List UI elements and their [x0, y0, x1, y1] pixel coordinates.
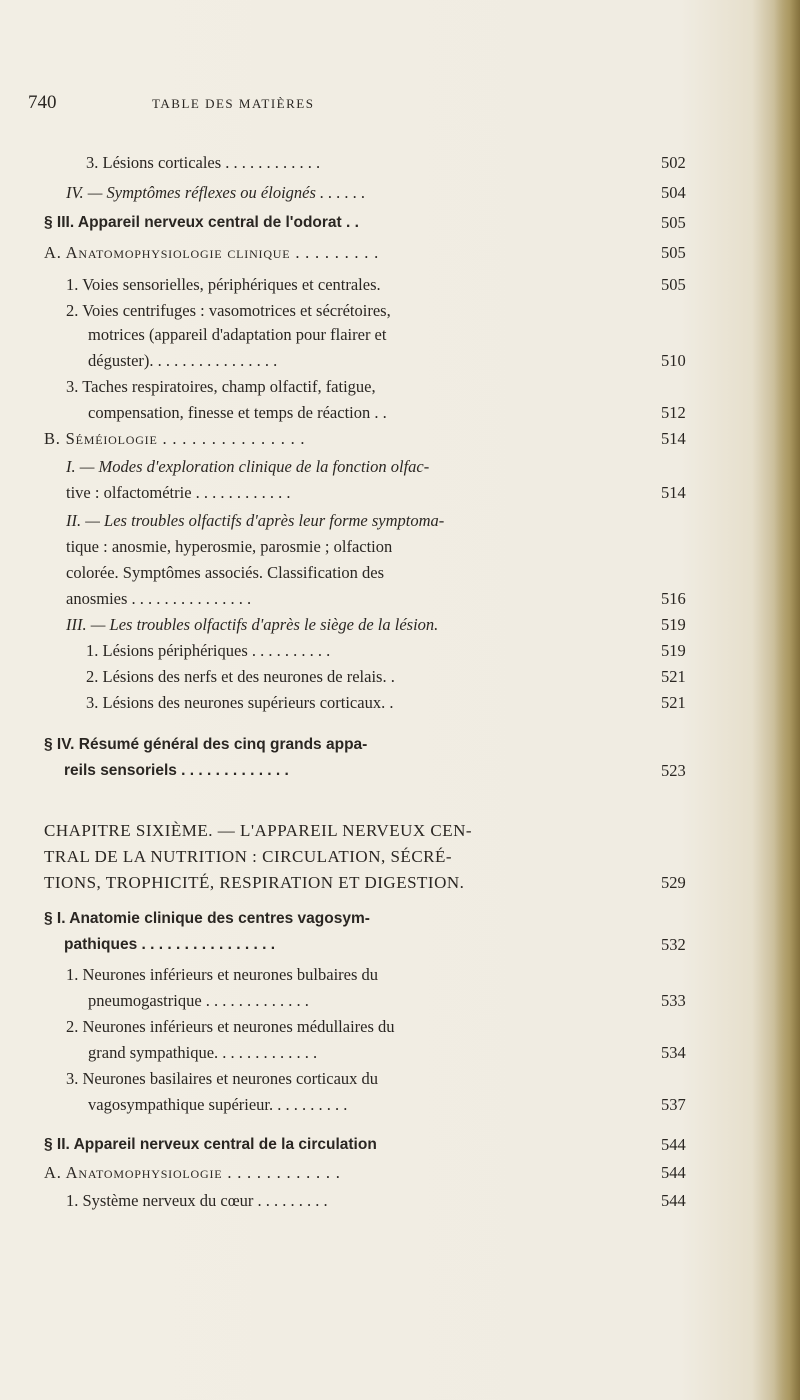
toc-entry-text: CHAPITRE SIXIÈME. — L'APPAREIL NERVEUX CEN-: [44, 821, 473, 840]
toc-entry-text: grand sympathique. . . . . . . . . . . . .: [88, 1043, 318, 1062]
toc-entry-text: colorée. Symptômes associés. Classification des: [66, 563, 385, 582]
toc-entry-text: III. — Les troubles olfactifs d'après le siège de la lésion.: [66, 615, 439, 634]
toc-entry-text: TIONS, TROPHICITÉ, RESPIRATION ET DIGESTION.: [44, 873, 465, 892]
toc-entry-text: I. — Modes d'exploration clinique de la fonction olfac-: [66, 457, 430, 476]
toc-entry-text: anosmies . . . . . . . . . . . . . . .: [66, 589, 252, 608]
toc-entry-page: 502: [661, 153, 686, 172]
toc-entry-text: § III. Appareil nerveux central de l'odorat . .: [44, 214, 359, 231]
toc-entry-text: § IV. Résumé général des cinq grands appa-: [44, 736, 368, 753]
toc-entry-page: 544: [661, 1135, 686, 1154]
toc-entry-text: 3. Taches respiratoires, champ olfactif, fatigue,: [66, 377, 376, 396]
toc-entry-text: pneumogastrique . . . . . . . . . . . . .: [88, 991, 309, 1010]
toc-entry-page: 534: [661, 1043, 686, 1062]
toc-entry-page: 544: [661, 1163, 686, 1182]
toc-entry-text: § II. Appareil nerveux central de la circulation: [44, 1136, 377, 1153]
page-number: 740: [28, 92, 57, 113]
toc-entry-text: 1. Système nerveux du cœur . . . . . . . . .: [66, 1191, 328, 1210]
toc-entry-text: 3. Neurones basilaires et neurones corticaux du: [66, 1069, 379, 1088]
toc-entry-text: B. Séméiologie . . . . . . . . . . . . . . .: [44, 429, 306, 448]
toc-entry-text: 2. Lésions des nerfs et des neurones de relais. .: [86, 667, 395, 686]
toc-entry-page: 529: [661, 873, 686, 892]
running-title: TABLE DES MATIÈRES: [152, 96, 315, 111]
toc-entry-text: compensation, finesse et temps de réaction . .: [88, 403, 387, 422]
toc-entry-page: 514: [661, 429, 686, 448]
toc-entry-text: 1. Neurones inférieurs et neurones bulbaires du: [66, 965, 379, 984]
toc-entry-text: vagosympathique supérieur. . . . . . . . . .: [88, 1095, 348, 1114]
toc-entry-text: 3. Lésions des neurones supérieurs corticaux. .: [86, 693, 394, 712]
toc-entry-text: tique : anosmie, hyperosmie, parosmie ; olfaction: [66, 537, 393, 556]
page-header: [28, 92, 588, 120]
toc-entry-text: IV. — Symptômes réflexes ou éloignés . . . . . .: [66, 183, 366, 202]
toc-entry-page: 512: [661, 403, 686, 422]
toc-entry-page: 510: [661, 351, 686, 370]
toc-entry-page: 521: [661, 667, 686, 686]
toc-entry-text: motrices (appareil d'adaptation pour flairer et: [88, 325, 387, 344]
toc-entry-page: 537: [661, 1095, 686, 1114]
toc-entry-text: 1. Voies sensorielles, périphériques et centrales.: [66, 275, 381, 294]
toc-entry-text: A. Anatomophysiologie . . . . . . . . . . . .: [44, 1163, 341, 1182]
toc-entry-page: 533: [661, 991, 686, 1010]
toc-entry-text: 2. Voies centrifuges : vasomotrices et sécrétoires,: [66, 301, 391, 320]
toc-entry-page: 505: [661, 275, 686, 294]
toc-entry-page: 544: [661, 1191, 686, 1210]
toc-entry-text: 3. Lésions corticales . . . . . . . . . . . .: [86, 153, 321, 172]
toc-entry-text: déguster). . . . . . . . . . . . . . . .: [88, 351, 278, 370]
toc-entry-page: 532: [661, 935, 686, 954]
toc-entry-text: A. Anatomophysiologie clinique . . . . . . . . .: [44, 243, 380, 262]
toc-entry-page: 505: [661, 213, 686, 232]
toc-entry-page: 505: [661, 243, 686, 262]
toc-entry-text: 2. Neurones inférieurs et neurones médullaires du: [66, 1017, 395, 1036]
toc-entry-text: § I. Anatomie clinique des centres vagosym-: [44, 910, 370, 927]
toc-entry-page: 519: [661, 615, 686, 634]
toc-entry-page: 516: [661, 589, 686, 608]
toc-entry-page: 514: [661, 483, 686, 502]
toc-entry-text: pathiques . . . . . . . . . . . . . . . .: [64, 936, 276, 953]
toc-entry-text: reils sensoriels . . . . . . . . . . . . .: [64, 762, 289, 779]
toc-entry-text: II. — Les troubles olfactifs d'après leur forme symptoma-: [66, 511, 445, 530]
toc-entry-text: 1. Lésions périphériques . . . . . . . . . .: [86, 641, 331, 660]
toc-entry-text: TRAL DE LA NUTRITION : CIRCULATION, SÉCRÉ-: [44, 847, 453, 866]
toc-entry-page: 521: [661, 693, 686, 712]
toc-entry-page: 523: [661, 761, 686, 780]
toc-entry-text: tive : olfactométrie . . . . . . . . . . . .: [66, 483, 291, 502]
page-edge-shadow: [774, 0, 800, 1400]
toc-entry-page: 504: [661, 183, 686, 202]
toc-entry-page: 519: [661, 641, 686, 660]
